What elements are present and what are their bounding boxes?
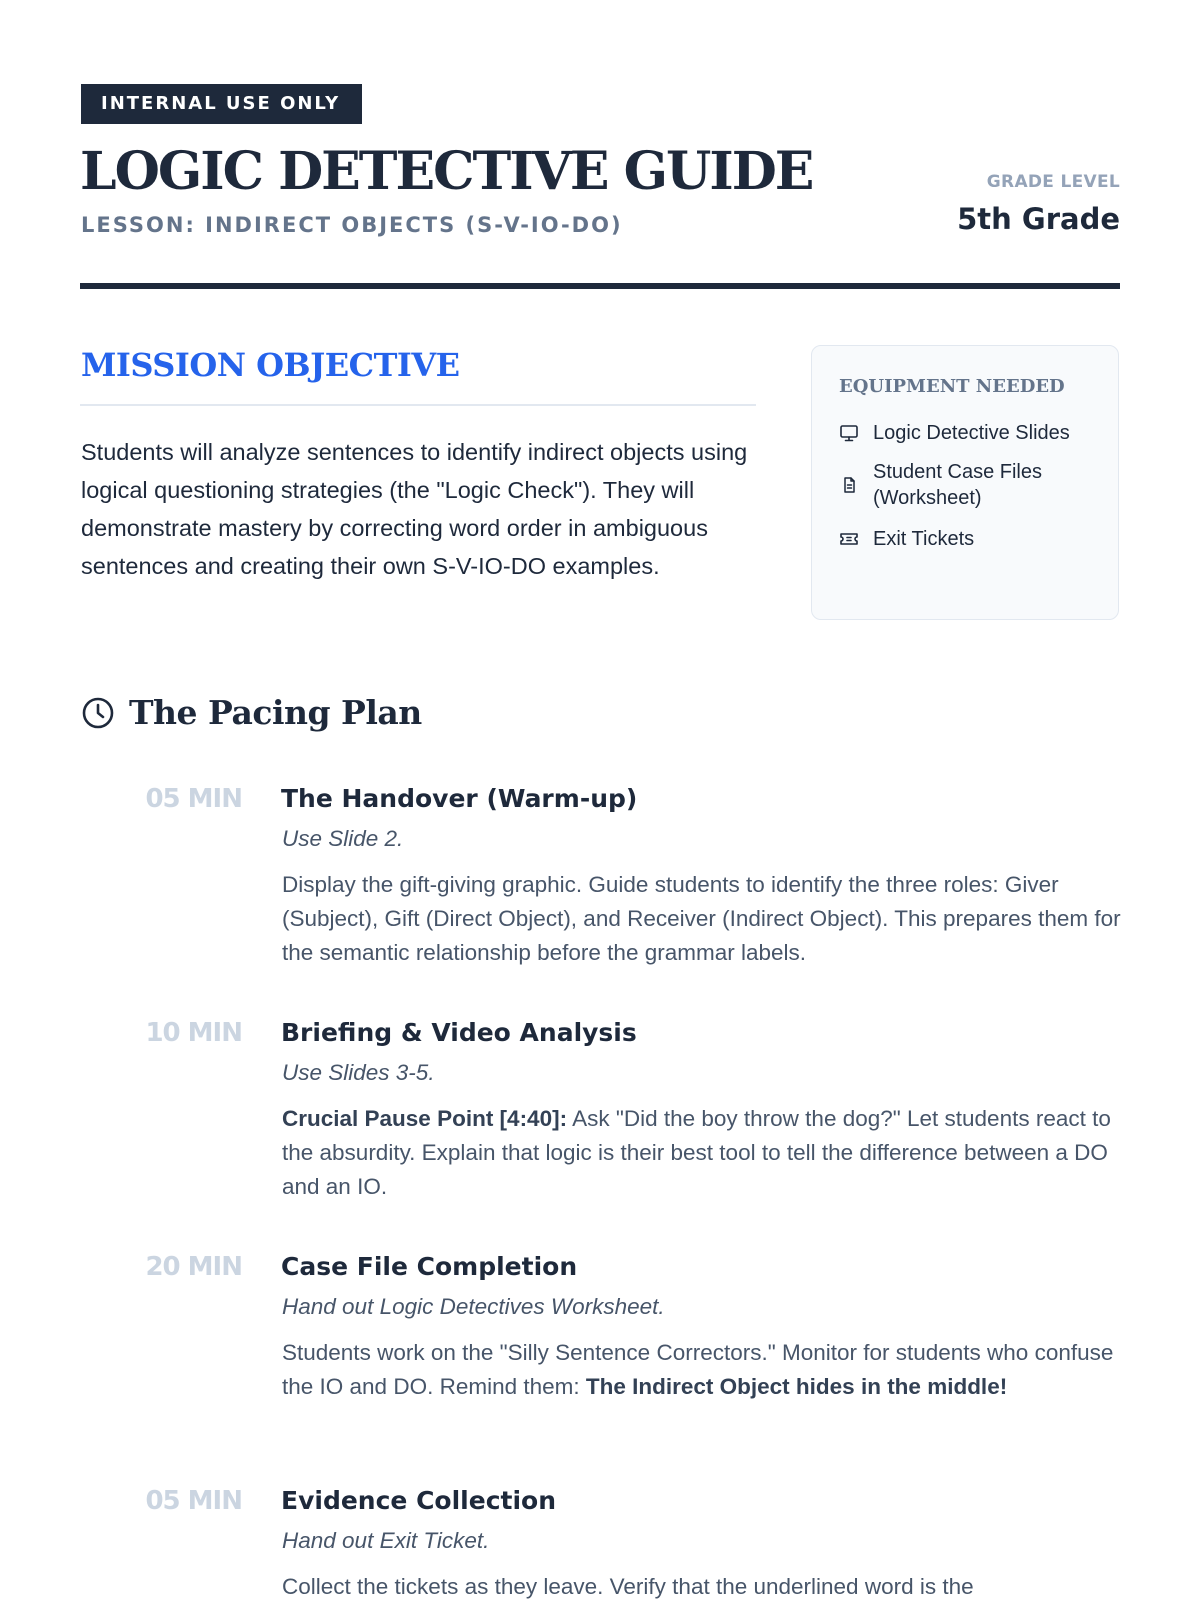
mission-objective-heading: MISSION OBJECTIVE — [81, 346, 460, 384]
header-divider — [80, 283, 1120, 289]
clock-icon — [81, 696, 115, 730]
lesson-subtitle: LESSON: INDIRECT OBJECTS (S-V-IO-DO) — [81, 213, 623, 237]
equipment-card — [811, 345, 1119, 620]
step-description-text: Ask "Did the boy throw the dog?" Let students react to the absurdity. Explain that logic is their best tool to tell the difference between a DO and an IO. — [282, 1106, 1111, 1199]
step-duration: 20 MIN — [145, 1252, 242, 1282]
step-description — [282, 1102, 1122, 1204]
step-description — [282, 868, 1122, 970]
page-title: LOGIC DETECTIVE GUIDE — [80, 141, 813, 202]
pacing-plan-title: The Pacing Plan — [129, 693, 422, 732]
internal-use-badge: INTERNAL USE ONLY — [81, 84, 362, 124]
monitor-icon — [839, 423, 859, 443]
grade-level-value: 5th Grade — [957, 202, 1120, 236]
step-note: Hand out Exit Ticket. — [282, 1528, 490, 1553]
equipment-item-label: Exit Tickets — [873, 528, 975, 550]
step-title: The Handover (Warm-up) — [281, 784, 638, 813]
equipment-item — [839, 459, 1073, 511]
step-note: Use Slide 2. — [282, 826, 404, 851]
pacing-plan-heading — [81, 693, 422, 732]
step-description — [282, 1570, 1122, 1604]
ticket-icon — [839, 529, 859, 549]
equipment-item-label: Logic Detective Slides — [873, 422, 1070, 444]
step-title: Briefing & Video Analysis — [281, 1018, 637, 1047]
mission-objective-text: Students will analyze sentences to identify indirect objects using logical questioning strategies (the "Logic Check"). They will demonstrate mastery by correcting word order in ambiguous sentences and creating their own S-V-IO-DO examples. — [81, 439, 748, 579]
step-description-text: Display the gift-giving graphic. Guide students to identify the three roles: Giver (Subject), Gift (Direct Object), and Receiver (Indirect Object). This prepares them for the semantic relationship before the grammar labels. — [282, 872, 1121, 965]
step-duration: 10 MIN — [145, 1018, 242, 1048]
document-icon — [839, 475, 859, 495]
step-description-text: Students work on the "Silly Sentence Correctors." Monitor for students who confuse the IO and DO. Remind them: — [282, 1340, 1114, 1399]
step-note: Use Slides 3-5. — [282, 1060, 435, 1085]
step-title: Evidence Collection — [281, 1486, 556, 1515]
step-description-text: Collect the tickets as they leave. Verify that the underlined word is the — [282, 1574, 974, 1599]
step-title: Case File Completion — [281, 1252, 578, 1281]
step-description-emphasis: Crucial Pause Point [4:40]: — [282, 1106, 568, 1131]
step-duration: 05 MIN — [145, 1486, 242, 1516]
step-note: Hand out Logic Detectives Worksheet. — [282, 1294, 665, 1319]
equipment-item — [839, 526, 974, 552]
grade-level-label: GRADE LEVEL — [986, 172, 1120, 192]
equipment-item — [839, 420, 1070, 446]
objective-divider — [80, 404, 756, 406]
step-description-emphasis: The Indirect Object hides in the middle! — [585, 1374, 1008, 1399]
equipment-heading: EQUIPMENT NEEDED — [839, 376, 1065, 397]
step-duration: 05 MIN — [145, 784, 242, 814]
equipment-item-label: Student Case Files (Worksheet) — [873, 461, 1042, 509]
step-description — [282, 1336, 1122, 1404]
